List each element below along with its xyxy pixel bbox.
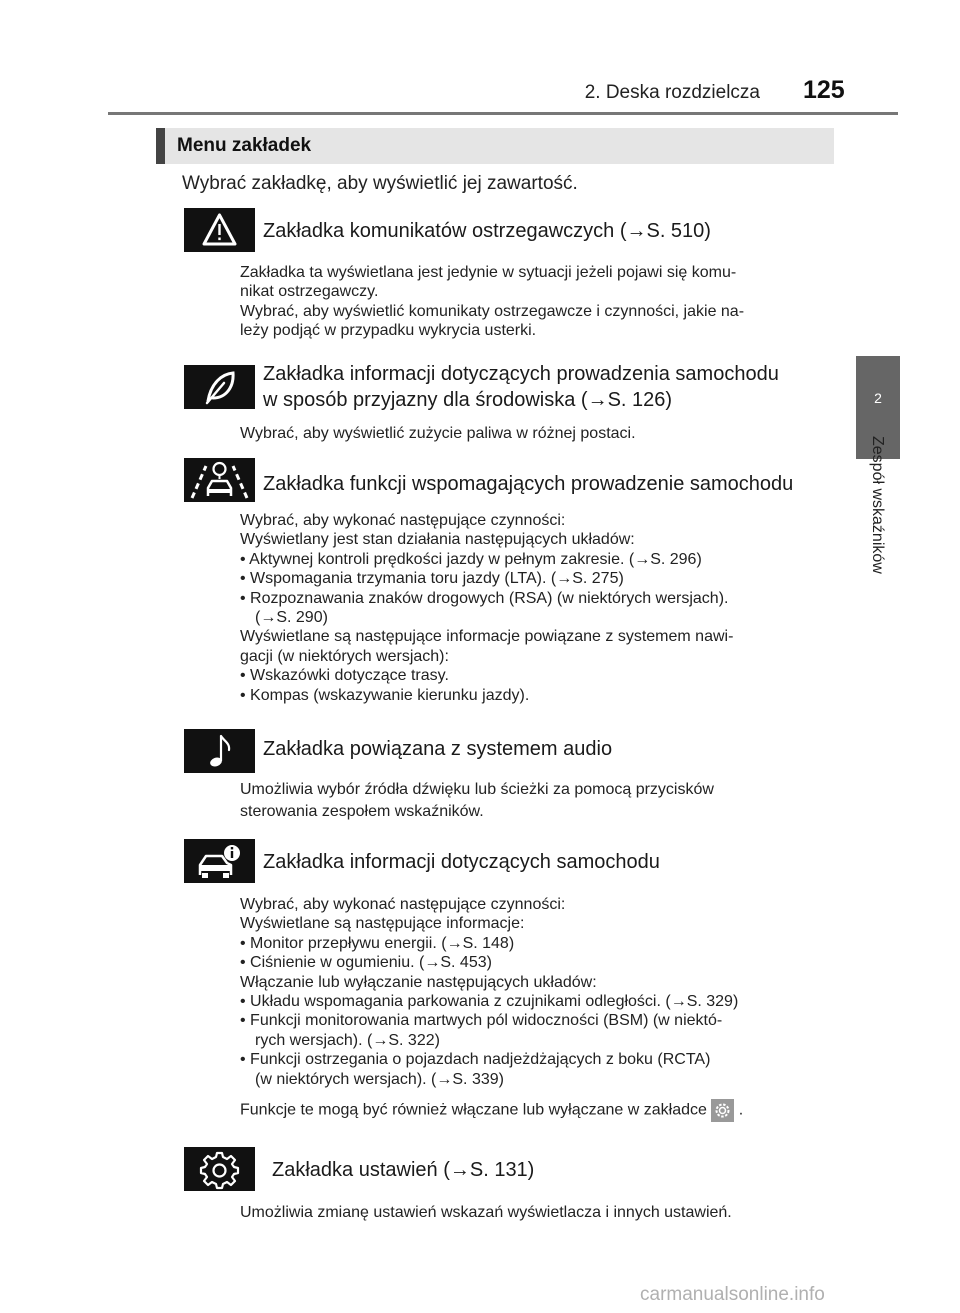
eco-leaf-icon bbox=[184, 365, 255, 409]
body-line: Wybrać, aby wyświetlić komunikaty ostrzegawcze i czynności, jakie na- bbox=[240, 302, 745, 320]
body-line: (→S. 290) bbox=[255, 609, 328, 627]
settings-note bbox=[240, 1099, 830, 1122]
title-line: w sposób przyjazny dla środowiska (→S. 126) bbox=[263, 389, 673, 411]
watermark: carmanualsonline.info bbox=[640, 1284, 825, 1305]
body-line: rych wersjach). (→S. 322) bbox=[255, 1031, 440, 1049]
item-title-eco bbox=[263, 361, 830, 413]
page-number: 125 bbox=[803, 76, 845, 104]
item-title-settings: Zakładka ustawień (→S. 131) bbox=[272, 1159, 535, 1181]
body-line: Wyświetlany jest stan działania następujących układów: bbox=[240, 531, 635, 549]
chapter-label: Zespół wskaźników bbox=[869, 436, 886, 574]
body-line: Wybrać, aby wykonać następujące czynności: bbox=[240, 896, 566, 913]
body-line: • Funkcji monitorowania martwych pól widoczności (BSM) (w niektó- bbox=[240, 1012, 723, 1030]
intro-text: Wybrać zakładkę, aby wyświetlić jej zawartość. bbox=[182, 173, 578, 194]
driving-assist-icon bbox=[184, 458, 255, 502]
body-line: gacji (w niektórych wersjach): bbox=[240, 647, 449, 665]
vehicle-info-icon bbox=[184, 839, 255, 883]
body-line: • Wskazówki dotyczące trasy. bbox=[240, 667, 449, 685]
body-line: Wyświetlane są następujące informacje powiązane z systemem nawi- bbox=[240, 628, 734, 646]
body-line: Zakładka ta wyświetlana jest jedynie w sytuacji jeżeli pojawi się komu- bbox=[240, 264, 737, 281]
note-end: . bbox=[738, 1101, 744, 1119]
item-body-warnings bbox=[240, 263, 830, 341]
body-line: leży podjąć w przypadku wykrycia usterki. bbox=[240, 322, 537, 340]
body-line: • Ciśnienie w ogumieniu. (→S. 453) bbox=[240, 954, 492, 972]
body-line: • Kompas (wskazywanie kierunku jazdy). bbox=[240, 686, 530, 704]
settings-gear-icon bbox=[184, 1147, 255, 1191]
small-gear-icon bbox=[711, 1099, 734, 1122]
body-line: Wybrać, aby wykonać następujące czynności: bbox=[240, 512, 566, 529]
item-title-vehicle-info: Zakładka informacji dotyczących samochodu bbox=[263, 851, 660, 873]
item-title-audio: Zakładka powiązana z systemem audio bbox=[263, 738, 613, 760]
chapter-number: 2 bbox=[874, 390, 882, 406]
body-line: • Układu wspomagania parkowania z czujnikami odległości. (→S. 329) bbox=[240, 993, 739, 1011]
body-line: • Aktywnej kontroli prędkości jazdy w pełnym zakresie. (→S. 296) bbox=[240, 550, 702, 568]
body-line: Umożliwia zmianę ustawień wskazań wyświetlacza i innych ustawień. bbox=[240, 1204, 732, 1221]
chapter-label-wrapper bbox=[864, 436, 892, 606]
item-body-driving-assist bbox=[240, 511, 830, 705]
body-line: • Funkcji ostrzegania o pojazdach nadjeżdżających z boku (RCTA) bbox=[240, 1051, 711, 1069]
title-line: Zakładka informacji dotyczących prowadzenia samochodu bbox=[263, 363, 779, 385]
item-body-vehicle-info bbox=[240, 895, 830, 1122]
section-title: Menu zakładek bbox=[177, 135, 312, 156]
item-title-driving-assist: Zakładka funkcji wspomagających prowadzenie samochodu bbox=[263, 473, 794, 495]
section-banner bbox=[156, 128, 834, 164]
body-line: nikat ostrzegawczy. bbox=[240, 283, 379, 301]
item-body-settings bbox=[240, 1203, 830, 1222]
header-divider bbox=[108, 112, 898, 115]
body-line: (w niektórych wersjach). (→S. 339) bbox=[255, 1070, 504, 1088]
body-line: • Rozpoznawania znaków drogowych (RSA) (w niektórych wersjach). bbox=[240, 589, 729, 607]
banner-accent-bar bbox=[156, 128, 165, 164]
item-title-warnings: Zakładka komunikatów ostrzegawczych (→S. 510) bbox=[263, 220, 711, 242]
running-header-section: 2. Deska rozdzielcza bbox=[584, 82, 760, 103]
body-line: Wybrać, aby wyświetlić zużycie paliwa w różnej postaci. bbox=[240, 425, 636, 442]
item-body-audio bbox=[240, 779, 830, 823]
music-note-icon bbox=[184, 729, 255, 773]
body-line: Umożliwia wybór źródła dźwięku lub ścieżki za pomocą przycisków bbox=[240, 781, 714, 798]
body-line: Wyświetlane są następujące informacje: bbox=[240, 915, 525, 933]
body-line: Włączanie lub wyłączanie następujących układów: bbox=[240, 973, 597, 991]
warning-triangle-icon bbox=[184, 208, 255, 252]
body-line: • Monitor przepływu energii. (→S. 148) bbox=[240, 934, 515, 952]
note-text: Funkcje te mogą być również włączane lub wyłączane w zakładce bbox=[240, 1101, 707, 1119]
item-body-eco bbox=[240, 424, 830, 443]
body-line: • Wspomagania trzymania toru jazdy (LTA). (→S. 275) bbox=[240, 570, 624, 588]
body-line: sterowania zespołem wskaźników. bbox=[240, 803, 484, 820]
